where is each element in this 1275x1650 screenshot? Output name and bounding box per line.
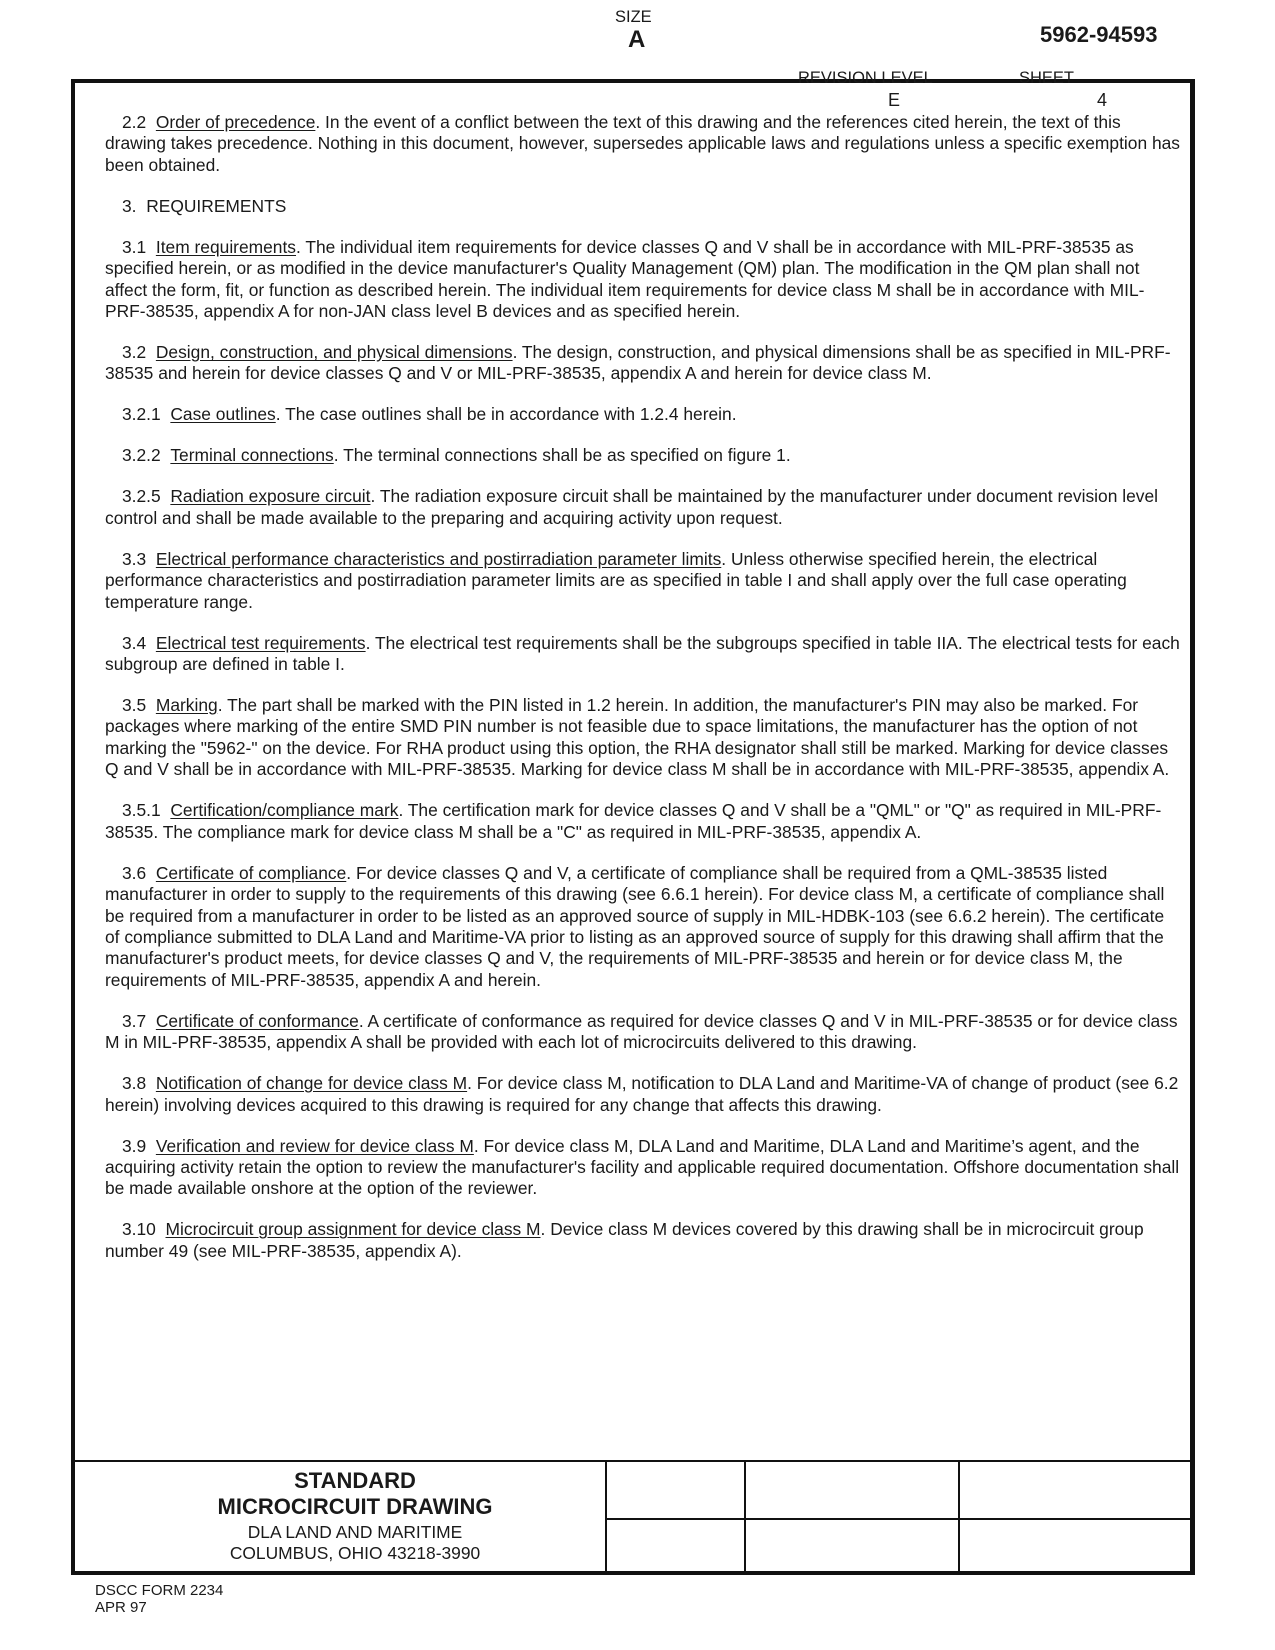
form-footer — [95, 1582, 223, 1616]
paragraph-3-10 — [105, 1219, 1180, 1262]
paragraph-title: Terminal connections — [170, 445, 334, 466]
paragraph-text: . The part shall be marked with the PIN listed in 1.2 herein. In addition, the manufacturer's PIN may also be marked. For packages where marking of the entire SMD PIN number is not feasible due to space limitations, the manufacturer has the option of not marking the "5962-" on the device. For RHA product using this option, the RHA designator shall still be marked. Marking for device classes Q and V shall be in accordance with MIL-PRF-38535. Marking for device class M shall be in accordance with MIL-PRF-38535, appendix A. — [105, 695, 1170, 780]
paragraph-number: 3. — [122, 195, 137, 216]
title-agency: DLA LAND AND MARITIME — [247, 1522, 463, 1542]
paragraph-title: Order of precedence — [155, 112, 316, 132]
paragraph-title: Case outlines — [170, 404, 276, 425]
paragraph-title: Certificate of compliance — [155, 862, 347, 883]
sheet-label: SHEET — [1019, 69, 1075, 87]
paragraph-number: 3.1 — [122, 236, 147, 257]
paragraph-3-2-5 — [105, 486, 1180, 529]
paragraph-title: Certificate of conformance — [155, 1010, 359, 1031]
paragraph-3-1 — [105, 237, 1180, 323]
paragraph-3-9 — [105, 1136, 1180, 1200]
paragraph-title: Notification of change for device class M — [155, 1073, 468, 1094]
paragraph-number: 3.2.2 — [122, 445, 161, 466]
paragraph-number: 3.9 — [122, 1135, 147, 1156]
title-standard: STANDARD — [294, 1468, 416, 1493]
paragraph-number: 3.2 — [122, 342, 147, 363]
paragraph-number: 3.2.1 — [122, 404, 161, 425]
paragraph-text: . For device class M, DLA Land and Maritime, DLA Land and Maritime’s agent, and the acquiring activity retain the option to review the manufacturer's facility and applicable required documentation. Offshore documentation shall be made available onshore at the option of the reviewer. — [105, 1135, 1180, 1199]
paragraph-3-7 — [105, 1011, 1180, 1054]
paragraph-number: 3.7 — [122, 1010, 147, 1031]
form-number: DSCC FORM 2234 — [95, 1582, 224, 1599]
paragraph-number: 3.10 — [122, 1219, 156, 1240]
paragraph-title: Microcircuit group assignment for device class M — [165, 1219, 541, 1240]
paragraph-text: . The certification mark for device classes Q and V shall be a "QML" or "Q" as required in MIL-PRF-38535. The compliance mark for device class M shall be a "C" as required in MIL-PRF-38535, appendix A. — [105, 800, 1162, 842]
paragraph-text: . The case outlines shall be in accordance with 1.2.4 herein. — [275, 404, 737, 425]
title-block-heading — [75, 1468, 635, 1564]
paragraph-3-5-1 — [105, 800, 1180, 843]
paragraph-number: 3.4 — [122, 632, 147, 653]
revision-level-label: REVISION LEVEL — [798, 69, 933, 87]
paragraph-3-2-1 — [105, 404, 1180, 425]
title-address: COLUMBUS, OHIO 43218-3990 — [229, 1543, 481, 1563]
form-date: APR 97 — [95, 1599, 147, 1616]
revision-level-value: E — [888, 90, 901, 110]
paragraph-number: 3.3 — [122, 548, 147, 569]
paragraph-text: . The electrical test requirements shall be the subgroups specified in table IIA. The electrical tests for each subgroup are defined in table I. — [105, 632, 1180, 675]
paragraph-3-5 — [105, 695, 1180, 781]
paragraph-number: 3.5.1 — [122, 800, 161, 821]
paragraph-number: 3.5 — [122, 695, 147, 716]
paragraph-title: Electrical test requirements — [155, 632, 366, 653]
paragraph-title: Radiation exposure circuit — [170, 486, 371, 507]
paragraph-text: . The radiation exposure circuit shall be maintained by the manufacturer under document revision level control and shall be made available to the preparing and acquiring activity upon request. — [105, 486, 1158, 528]
paragraph-title: Verification and review for device class M — [155, 1135, 474, 1156]
paragraph-text: . A certificate of conformance as required for device classes Q and V in MIL-PRF-38535 or for device class M in MIL-PRF-38535, appendix A shall be provided with each lot of microcircuits delivered to this drawing. — [105, 1010, 1178, 1053]
paragraph-3 — [105, 196, 1180, 217]
document-number: 5962-94593 — [1040, 22, 1158, 47]
paragraph-2-2 — [105, 112, 1180, 176]
paragraph-3-3 — [105, 549, 1180, 613]
title-microcircuit-drawing: MICROCIRCUIT DRAWING — [217, 1494, 493, 1519]
paragraph-number: 3.6 — [122, 862, 147, 883]
paragraph-text: . Unless otherwise specified herein, the electrical performance characteristics and postirradiation parameter limits are as specified in table I and shall apply over the full case operating temperature range. — [105, 548, 1127, 612]
paragraph-text: REQUIREMENTS — [146, 195, 287, 216]
paragraph-text: . The terminal connections shall be as specified on figure 1. — [333, 445, 791, 466]
document-body — [105, 112, 1180, 1282]
paragraph-title: Marking — [155, 695, 218, 716]
paragraph-text: . The individual item requirements for device classes Q and V shall be in accordance with MIL-PRF-38535 as specified herein, or as modified in the device manufacturer's Quality Management (QM) plan. The modification in the QM plan shall not affect the form, fit, or function as described herein. The individual item requirements for device class M shall be in accordance with MIL-PRF-38535, appendix A for non-JAN class level B devices and as specified herein. — [105, 236, 1145, 322]
paragraph-3-4 — [105, 633, 1180, 676]
paragraph-3-2-2 — [105, 445, 1180, 466]
size-label: SIZE — [615, 8, 652, 26]
paragraph-text: . The design, construction, and physical dimensions shall be as specified in MIL-PRF-38535 and herein for device classes Q and V or MIL-PRF-38535, appendix A and herein for device class M. — [105, 342, 1171, 384]
paragraph-title: Certification/compliance mark — [170, 800, 399, 821]
paragraph-text: . For device class M, notification to DLA Land and Maritime-VA of change of product (see 6.2 herein) involving devices acquired to this drawing is required for any change that affects this drawing. — [105, 1073, 1179, 1115]
paragraph-3-6 — [105, 863, 1180, 991]
paragraph-3-8 — [105, 1073, 1180, 1116]
paragraph-title: Design, construction, and physical dimensions — [155, 342, 513, 363]
paragraph-text: . Device class M devices covered by this drawing shall be in microcircuit group number 49 (see MIL-PRF-38535, appendix A). — [105, 1219, 1144, 1261]
title-block — [75, 1460, 1190, 1573]
sheet-value: 4 — [1097, 90, 1108, 110]
paragraph-title: Electrical performance characteristics and postirradiation parameter limits — [155, 548, 722, 569]
paragraph-text: . For device classes Q and V, a certificate of compliance shall be required from a QML-38535 listed manufacturer in order to supply to the requirements of this drawing (see 6.6.1 herein). For device class M, a certificate of compliance shall be required from a manufacturer in order to be listed as an approved source of supply in MIL-HDBK-103 (see 6.6.2 herein). The certificate of compliance submitted to DLA Land and Maritime-VA prior to listing as an approved source of supply for this drawing shall affirm that the manufacturer's product meets, for device classes Q and V, the requirements of MIL-PRF-38535 and herein or for device class M, the requirements of MIL-PRF-38535, appendix A and herein. — [105, 862, 1165, 990]
paragraph-title: Item requirements — [155, 236, 297, 257]
size-value: A — [628, 26, 646, 53]
paragraph-text: . In the event of a conflict between the text of this drawing and the references cited herein, the text of this drawing takes precedence. Nothing in this document, however, supersedes applicable laws and regulations unless a specific exemption has been obtained. — [105, 112, 1180, 175]
paragraph-number: 3.8 — [122, 1073, 147, 1094]
paragraph-number: 2.2 — [122, 112, 147, 132]
paragraph-number: 3.2.5 — [122, 486, 161, 507]
paragraph-3-2 — [105, 342, 1180, 385]
